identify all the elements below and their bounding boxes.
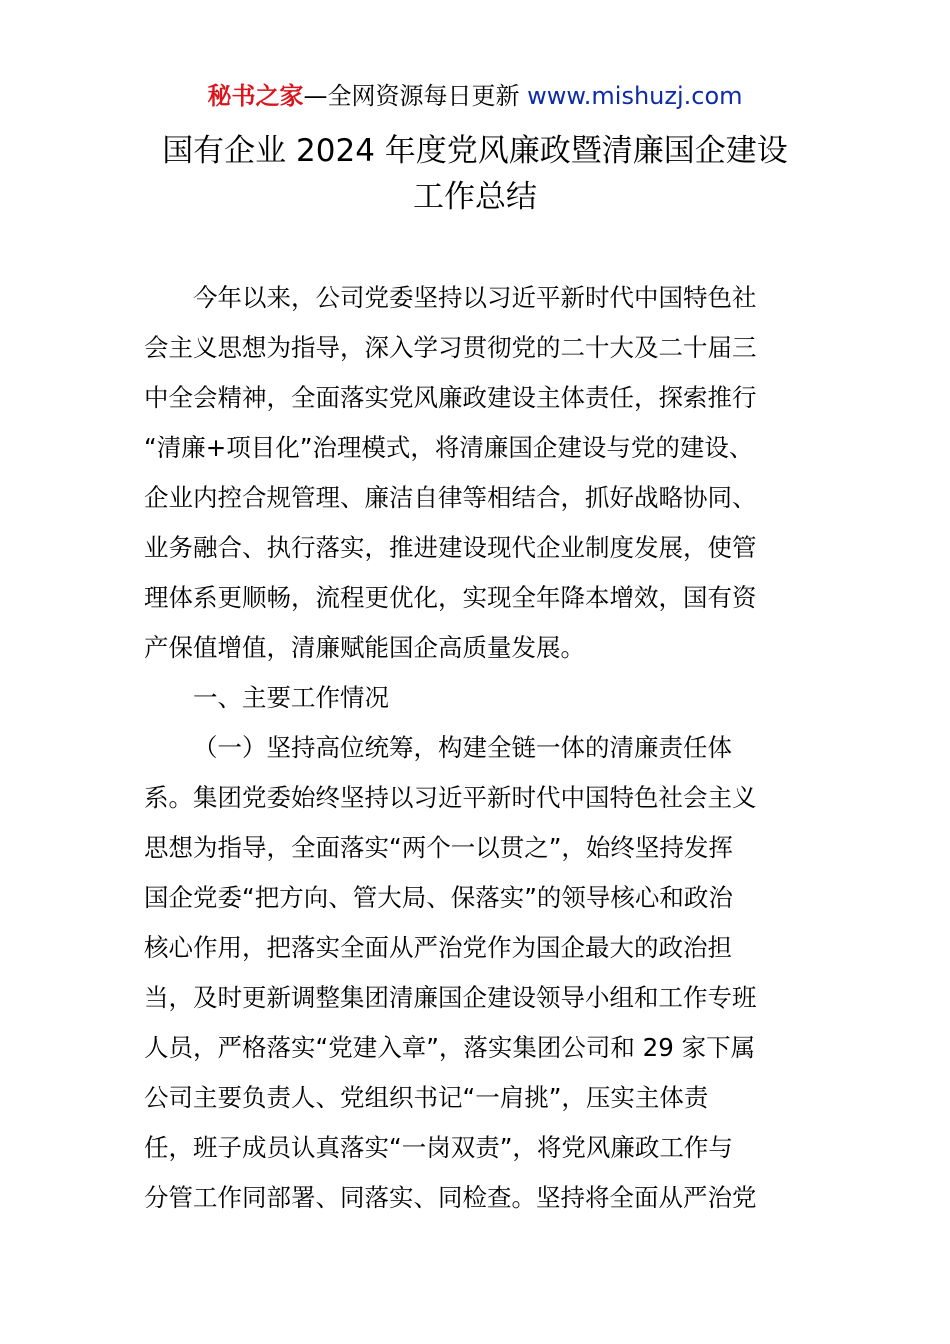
section-heading: 一、主要工作情况 xyxy=(193,683,389,712)
header-tagline: —全网资源每日更新 xyxy=(303,82,520,110)
text-line: 产保值增值，清廉赋能国企高质量发展。 xyxy=(144,633,585,662)
text-line: 业务融合、执行落实，推进建设现代企业制度发展，使管 xyxy=(144,533,757,562)
title-line-1: 国有企业 2024 年度党风廉政暨清廉国企建设 xyxy=(162,133,788,169)
text-line: 中全会精神，全面落实党风廉政建设主体责任，探索推行 xyxy=(144,383,757,412)
brand-name: 秘书之家 xyxy=(207,82,304,110)
text-line: 今年以来，公司党委坚持以习近平新时代中国特色社 xyxy=(193,283,757,312)
document-body xyxy=(144,278,809,1228)
text-line: 国企党委“把方向、管大局、保落实”的领导核心和政治 xyxy=(144,883,733,912)
text-line: 核心作用，把落实全面从严治党作为国企最大的政治担 xyxy=(144,933,732,962)
text-line: 企业内控合规管理、廉洁自律等相结合，抓好战略协同、 xyxy=(144,483,757,512)
text-line: 理体系更顺畅，流程更优化，实现全年降本增效，国有资 xyxy=(144,583,757,612)
text-line: 会主义思想为指导，深入学习贯彻党的二十大及二十届三 xyxy=(144,333,757,362)
text-line: 公司主要负责人、党组织书记“一肩挑”，压实主体责 xyxy=(144,1083,709,1112)
title-line-2: 工作总结 xyxy=(413,179,537,215)
subsection-heading: （一）坚持高位统筹，构建全链一体的清廉责任体 xyxy=(193,733,732,762)
site-url-link[interactable]: www.mishuzj.com xyxy=(527,82,743,110)
text-line: “清廉+项目化”治理模式，将清廉国企建设与党的建设、 xyxy=(144,433,754,462)
text-line: 人员，严格落实“党建入章”，落实集团公司和 29 家下属 xyxy=(144,1033,756,1062)
site-header xyxy=(0,80,950,112)
text-line: 思想为指导，全面落实“两个一以贯之”，始终坚持发挥 xyxy=(144,833,733,862)
text-line: 当，及时更新调整集团清廉国企建设领导小组和工作专班 xyxy=(144,983,757,1012)
text-line: 分管工作同部署、同落实、同检查。坚持将全面从严治党 xyxy=(144,1183,757,1212)
document-title xyxy=(0,128,950,220)
text-line: 任，班子成员认真落实“一岗双责”，将党风廉政工作与 xyxy=(144,1133,733,1162)
text-line: 系。集团党委始终坚持以习近平新时代中国特色社会主义 xyxy=(144,783,757,812)
